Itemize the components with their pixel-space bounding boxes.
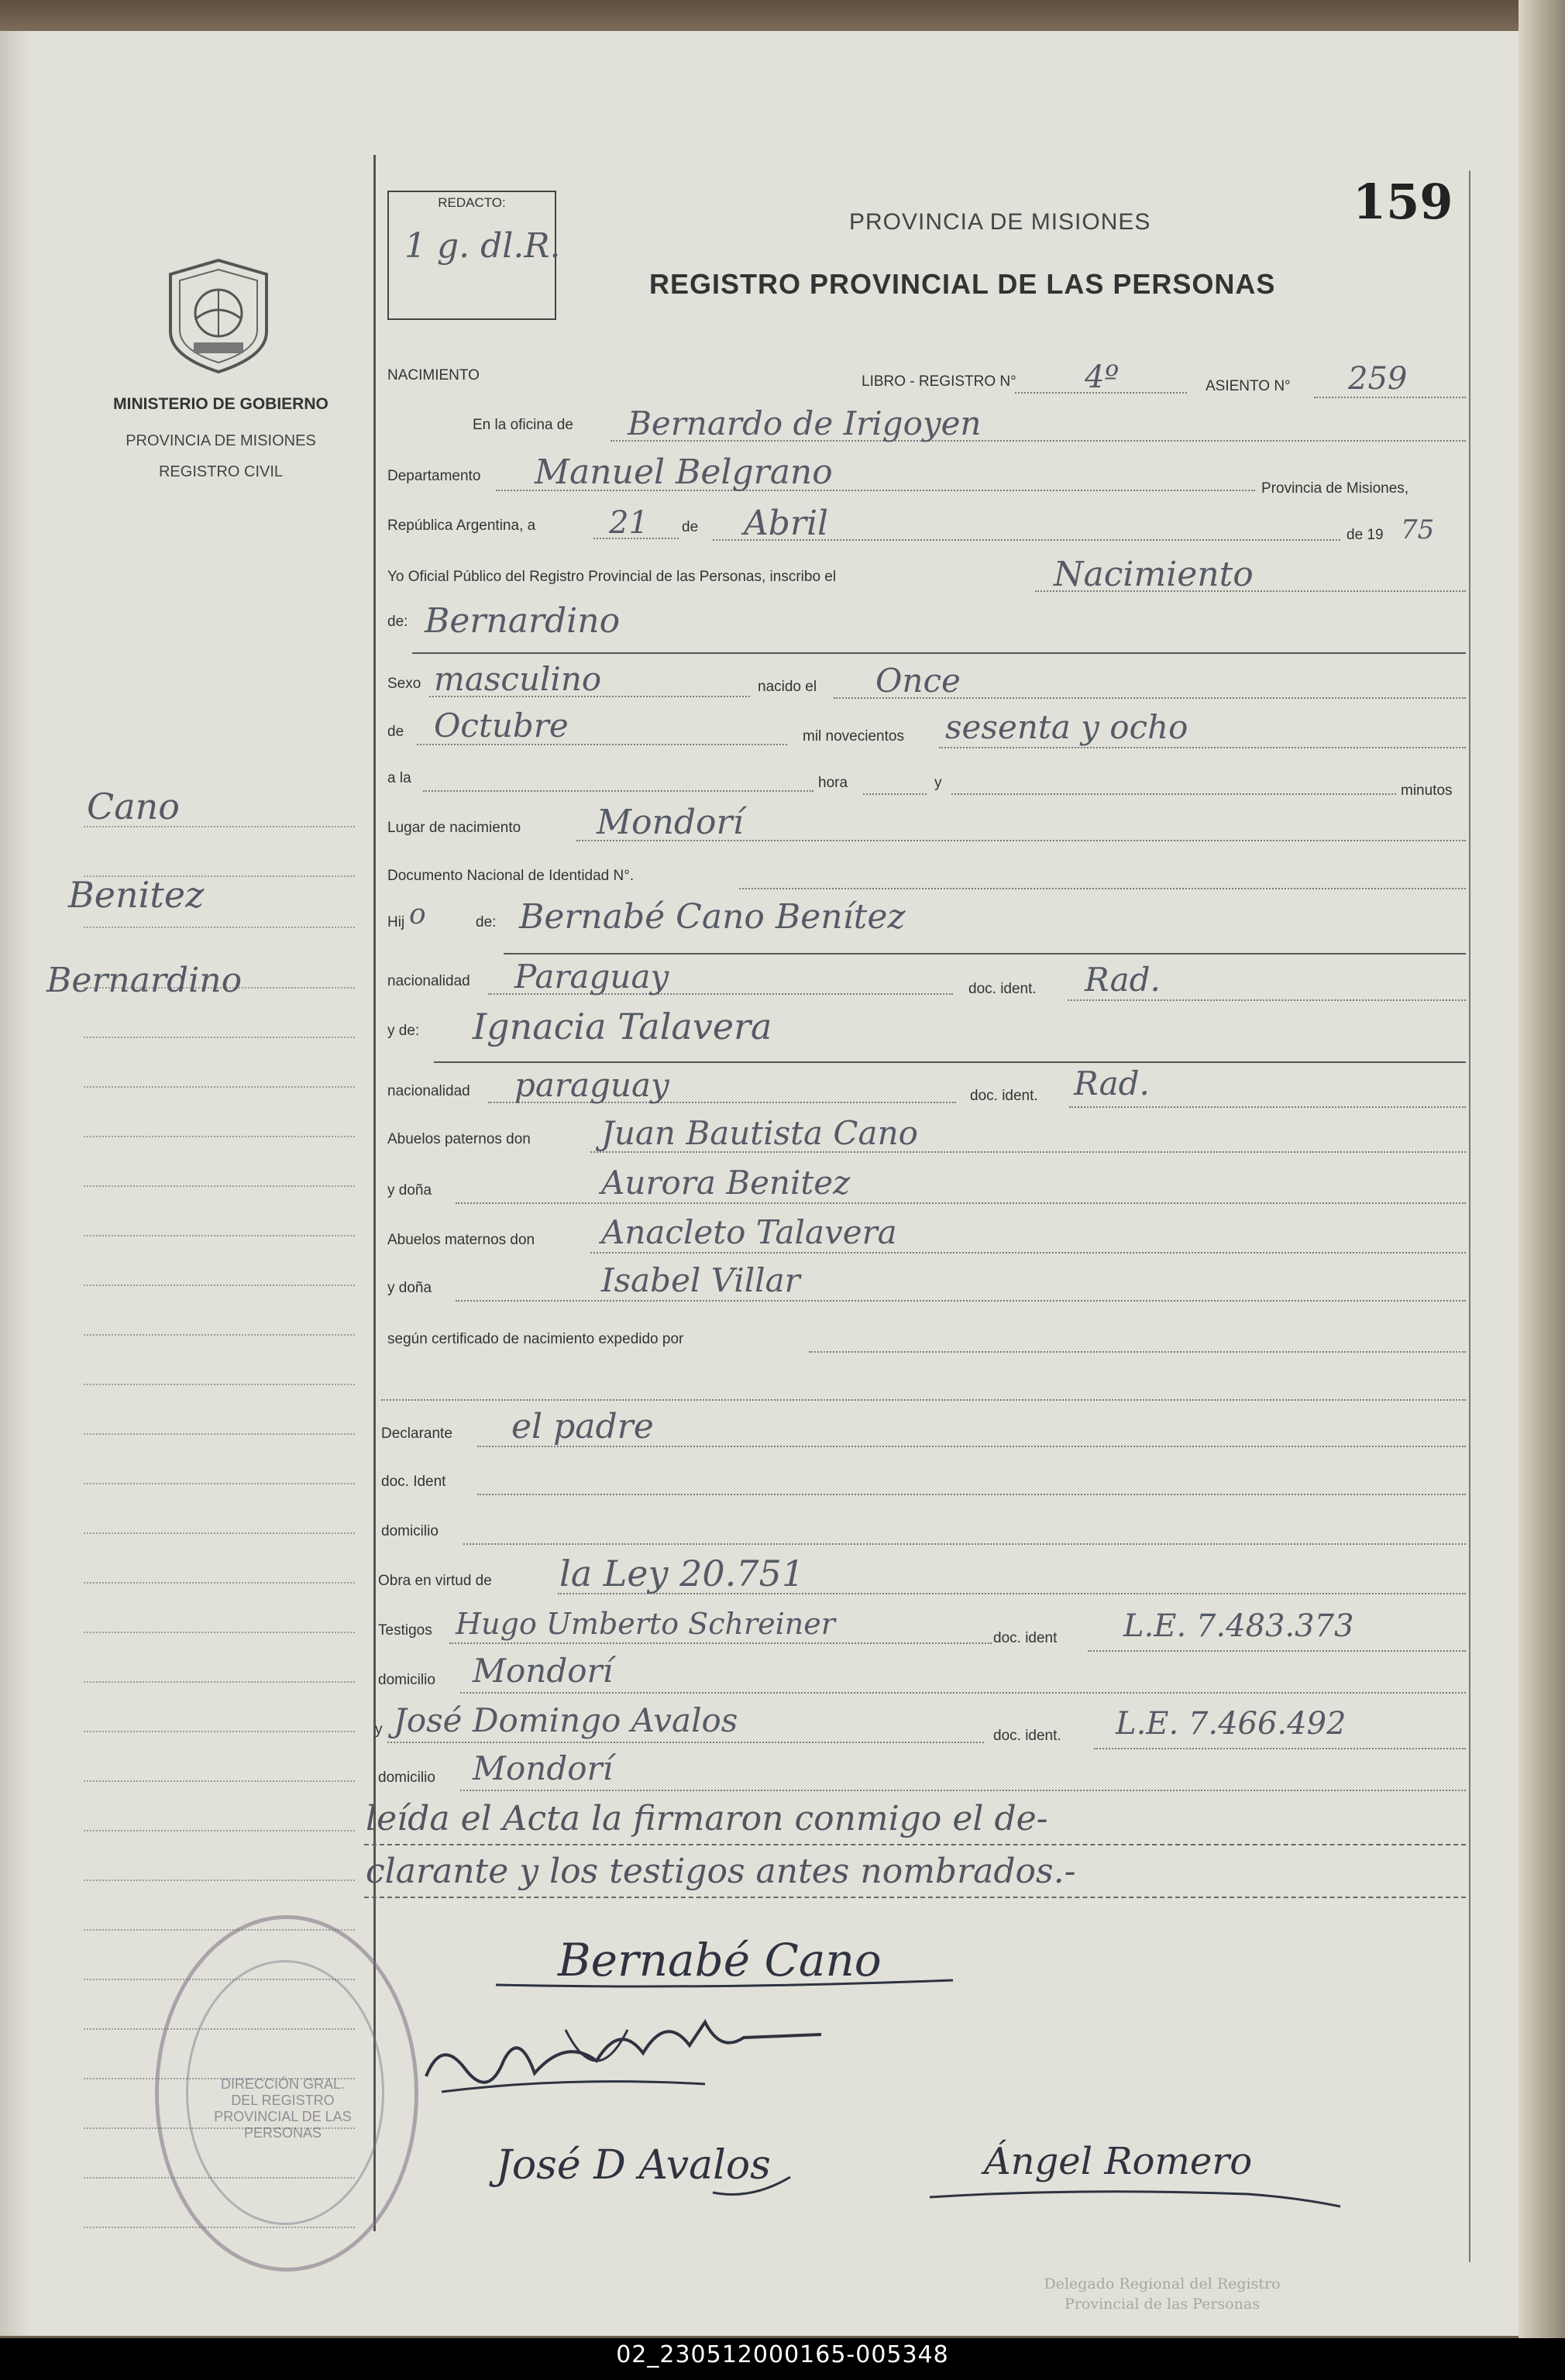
solid-line (504, 953, 1466, 954)
maternal-grandfather-value: Anacleto Talavera (601, 1213, 897, 1251)
solid-line (412, 652, 1466, 654)
testigo1-signature (411, 2007, 844, 2107)
name-value: Bernardino (425, 601, 621, 641)
dotted-line (809, 1351, 1466, 1353)
libro-value: 4º (1085, 359, 1120, 395)
margin-line (84, 927, 355, 928)
dotted-line (477, 1494, 1466, 1495)
paternal-grandfather-label: Abuelos paternos don (387, 1131, 531, 1147)
testigo1-doc-value: L.E. 7.483.373 (1123, 1608, 1354, 1644)
declarante-domicilio-label: domicilio (381, 1523, 439, 1539)
dotted-line (1068, 999, 1466, 1001)
declarante-label: Declarante (381, 1426, 452, 1442)
birth-month-value: Octubre (434, 707, 569, 745)
father-nationality-label: nacionalidad (387, 973, 470, 989)
declarante-signature (480, 1914, 976, 1999)
left-rule (373, 155, 376, 2231)
testigo2-doc-label: doc. ident. (993, 1728, 1061, 1744)
margin-line (84, 1086, 355, 1088)
mother-nationality-value: paraguay (514, 1066, 669, 1104)
mother-nationality-label: nacionalidad (387, 1083, 470, 1099)
margin-line (84, 1235, 355, 1236)
departamento-label: Departamento (387, 468, 481, 484)
y-label: y (934, 775, 942, 791)
declarante-value: el padre (511, 1407, 654, 1446)
margin-line (84, 1681, 355, 1683)
dotted-line (449, 1642, 992, 1644)
sidebar-registry: REGISTRO CIVIL (158, 463, 284, 480)
solid-line (434, 1061, 1466, 1063)
mother-name-value: Ignacia Talavera (473, 1006, 772, 1047)
paternal-grandmother-label: y doña (387, 1182, 432, 1199)
dotted-line (460, 1790, 1466, 1791)
dotted-line (456, 1202, 1466, 1204)
hijo-suffix: o (409, 899, 426, 930)
departamento-value: Manuel Belgrano (535, 452, 833, 492)
ministry-name: MINISTERIO DE GOBIERNO (113, 395, 328, 413)
margin-line (84, 1830, 355, 1831)
dotted-line (460, 1692, 1466, 1694)
testigo2-domicilio-value: Mondorí (473, 1749, 614, 1787)
lugar-value: Mondorí (597, 803, 744, 842)
year-value: 75 (1401, 514, 1435, 545)
margin-line (84, 1433, 355, 1435)
redacto-label: REDACTO: (438, 195, 506, 210)
testigo2-domicilio-label: domicilio (378, 1770, 435, 1786)
faded-stamp-line-1: Delegado Regional del Registro (1044, 2275, 1281, 2292)
margin-line (84, 1483, 355, 1484)
oficina-value: Bernardo de Irigoyen (628, 404, 982, 442)
sexo-value: masculino (434, 660, 602, 698)
lugar-label: Lugar de nacimiento (387, 820, 521, 836)
dotted-line (1314, 397, 1466, 398)
sexo-label: Sexo (387, 676, 421, 692)
hijo-de-label: de: (476, 914, 497, 930)
declarante-doc-label: doc. Ident (381, 1474, 446, 1490)
de2-label: de (387, 724, 404, 740)
margin-line (84, 1780, 355, 1782)
dotted-line (951, 793, 1396, 795)
margin-line (84, 1334, 355, 1336)
paternal-grandfather-value: Juan Bautista Cano (601, 1114, 918, 1152)
paternal-grandmother-value: Aurora Benitez (601, 1164, 851, 1202)
birth-year-value: sesenta y ocho (945, 708, 1188, 746)
mother-doc-label: doc. ident. (970, 1088, 1038, 1104)
day-value: 21 (609, 505, 648, 541)
dotted-line (590, 1252, 1466, 1254)
dotted-line (387, 1742, 984, 1743)
maternal-grandmother-label: y doña (387, 1280, 432, 1296)
y2-label: y (375, 1721, 383, 1738)
svg-text:Ángel Romero: Ángel Romero (984, 2140, 1253, 2183)
mil-label: mil novecientos (803, 728, 904, 745)
margin-note-surname-1: Cano (87, 786, 180, 827)
testigo1-doc-label: doc. ident (993, 1630, 1058, 1646)
dotted-line (863, 793, 927, 795)
republica-label: República Argentina, a (387, 518, 536, 534)
dotted-line (423, 790, 813, 792)
dotted-line (1094, 1748, 1466, 1749)
y-de-label: y de: (387, 1023, 420, 1039)
de-label: de (682, 519, 699, 535)
libro-label: LIBRO - REGISTRO N° (862, 373, 1016, 390)
testigo1-name-value: Hugo Umberto Schreiner (456, 1607, 835, 1641)
margin-line (84, 1136, 355, 1137)
asiento-value: 259 (1348, 361, 1408, 397)
image-identifier: 02_230512000165-005348 (616, 2341, 949, 2368)
margin-line (84, 1185, 355, 1187)
hijo-label: Hij (387, 914, 405, 930)
province-heading: PROVINCIA DE MISIONES (849, 209, 1151, 235)
inscribo-value: Nacimiento (1054, 555, 1254, 594)
margin-note-given-name: Bernardino (46, 961, 242, 1000)
redacto-initials: 1 g. dl.R. (404, 226, 561, 266)
testigo1-domicilio-label: domicilio (378, 1672, 435, 1688)
official-stamp-text: DIRECCIÓN GRAL. DEL REGISTRO PROVINCIAL DE LAS PERSONAS (214, 2076, 352, 2141)
provincia-label: Provincia de Misiones, (1261, 480, 1409, 497)
de-name-label: de: (387, 614, 408, 630)
father-nationality-value: Paraguay (514, 958, 669, 996)
margin-line (84, 1285, 355, 1286)
faded-delegado-stamp (976, 2274, 1348, 2314)
ala-label: a la (387, 770, 411, 786)
page-spine-shadow (0, 31, 31, 2336)
margin-line (84, 1880, 355, 1881)
dotted-line (1069, 1106, 1466, 1108)
oficial-label: Yo Oficial Público del Registro Provincial de las Personas, inscribo el (387, 569, 837, 585)
nacido-value: Once (875, 662, 961, 700)
margin-line (84, 1384, 355, 1385)
certificate-label: según certificado de nacimiento expedido por (387, 1331, 684, 1347)
dotted-line (939, 747, 1466, 748)
faded-stamp-line-2: Provincial de las Personas (1065, 2296, 1260, 2313)
closing-underline (364, 1897, 1466, 1898)
dni-label: Documento Nacional de Identidad N°. (387, 868, 635, 884)
hora-label: hora (818, 775, 848, 791)
obra-label: Obra en virtud de (378, 1573, 492, 1589)
de-year-label: de 19 (1347, 527, 1384, 543)
dotted-line (463, 1543, 1466, 1545)
redacto-box (387, 191, 561, 320)
testigos-label: Testigos (378, 1622, 432, 1639)
closing-line-1: leída el Acta la firmaron conmigo el de- (366, 1799, 1048, 1838)
dotted-line (381, 1399, 1466, 1401)
margin-line (84, 1582, 355, 1584)
father-name-value: Bernabé Cano Benítez (519, 897, 906, 937)
dotted-line (1088, 1650, 1466, 1652)
svg-text:José D Avalos: José D Avalos (496, 2142, 771, 2189)
margin-line (84, 1632, 355, 1633)
maternal-grandmother-value: Isabel Villar (601, 1261, 800, 1299)
coat-of-arms-icon (164, 257, 273, 375)
oficina-label: En la oficina de (473, 417, 573, 433)
margin-line (84, 1731, 355, 1732)
obra-value: la Ley 20.751 (559, 1553, 805, 1594)
mother-doc-value: Rad. (1074, 1064, 1150, 1102)
dotted-line (739, 888, 1466, 889)
maternal-grandfather-label: Abuelos maternos don (387, 1232, 535, 1248)
father-doc-label: doc. ident. (968, 981, 1037, 997)
page-number: 159 (1353, 174, 1453, 230)
margin-line (84, 1532, 355, 1534)
svg-text:Bernabé Cano: Bernabé Cano (558, 1934, 882, 1986)
father-doc-value: Rad. (1085, 961, 1161, 999)
testigo2-signature (480, 2123, 806, 2208)
act-type-label: NACIMIENTO (387, 367, 480, 383)
oficial-signature (922, 2123, 1356, 2224)
closing-line-2: clarante y los testigos antes nombrados.- (366, 1852, 1076, 1891)
sidebar-province: PROVINCIA DE MISIONES (126, 432, 316, 449)
margin-line (84, 1037, 355, 1038)
registry-heading: REGISTRO PROVINCIAL DE LAS PERSONAS (649, 268, 1276, 300)
testigo2-name-value: José Domingo Avalos (394, 1701, 738, 1739)
minutos-label: minutos (1401, 782, 1453, 799)
margin-note-surname-2: Benitez (68, 874, 205, 916)
background-right (1519, 0, 1565, 2340)
asiento-label: ASIENTO N° (1206, 378, 1291, 394)
testigo1-domicilio-value: Mondorí (473, 1652, 614, 1690)
month-value: Abril (744, 504, 829, 543)
nacido-label: nacido el (758, 679, 817, 695)
closing-underline (364, 1844, 1466, 1845)
right-rule (1469, 170, 1470, 2262)
testigo2-doc-value: L.E. 7.466.492 (1116, 1706, 1347, 1742)
dotted-line (456, 1300, 1466, 1302)
